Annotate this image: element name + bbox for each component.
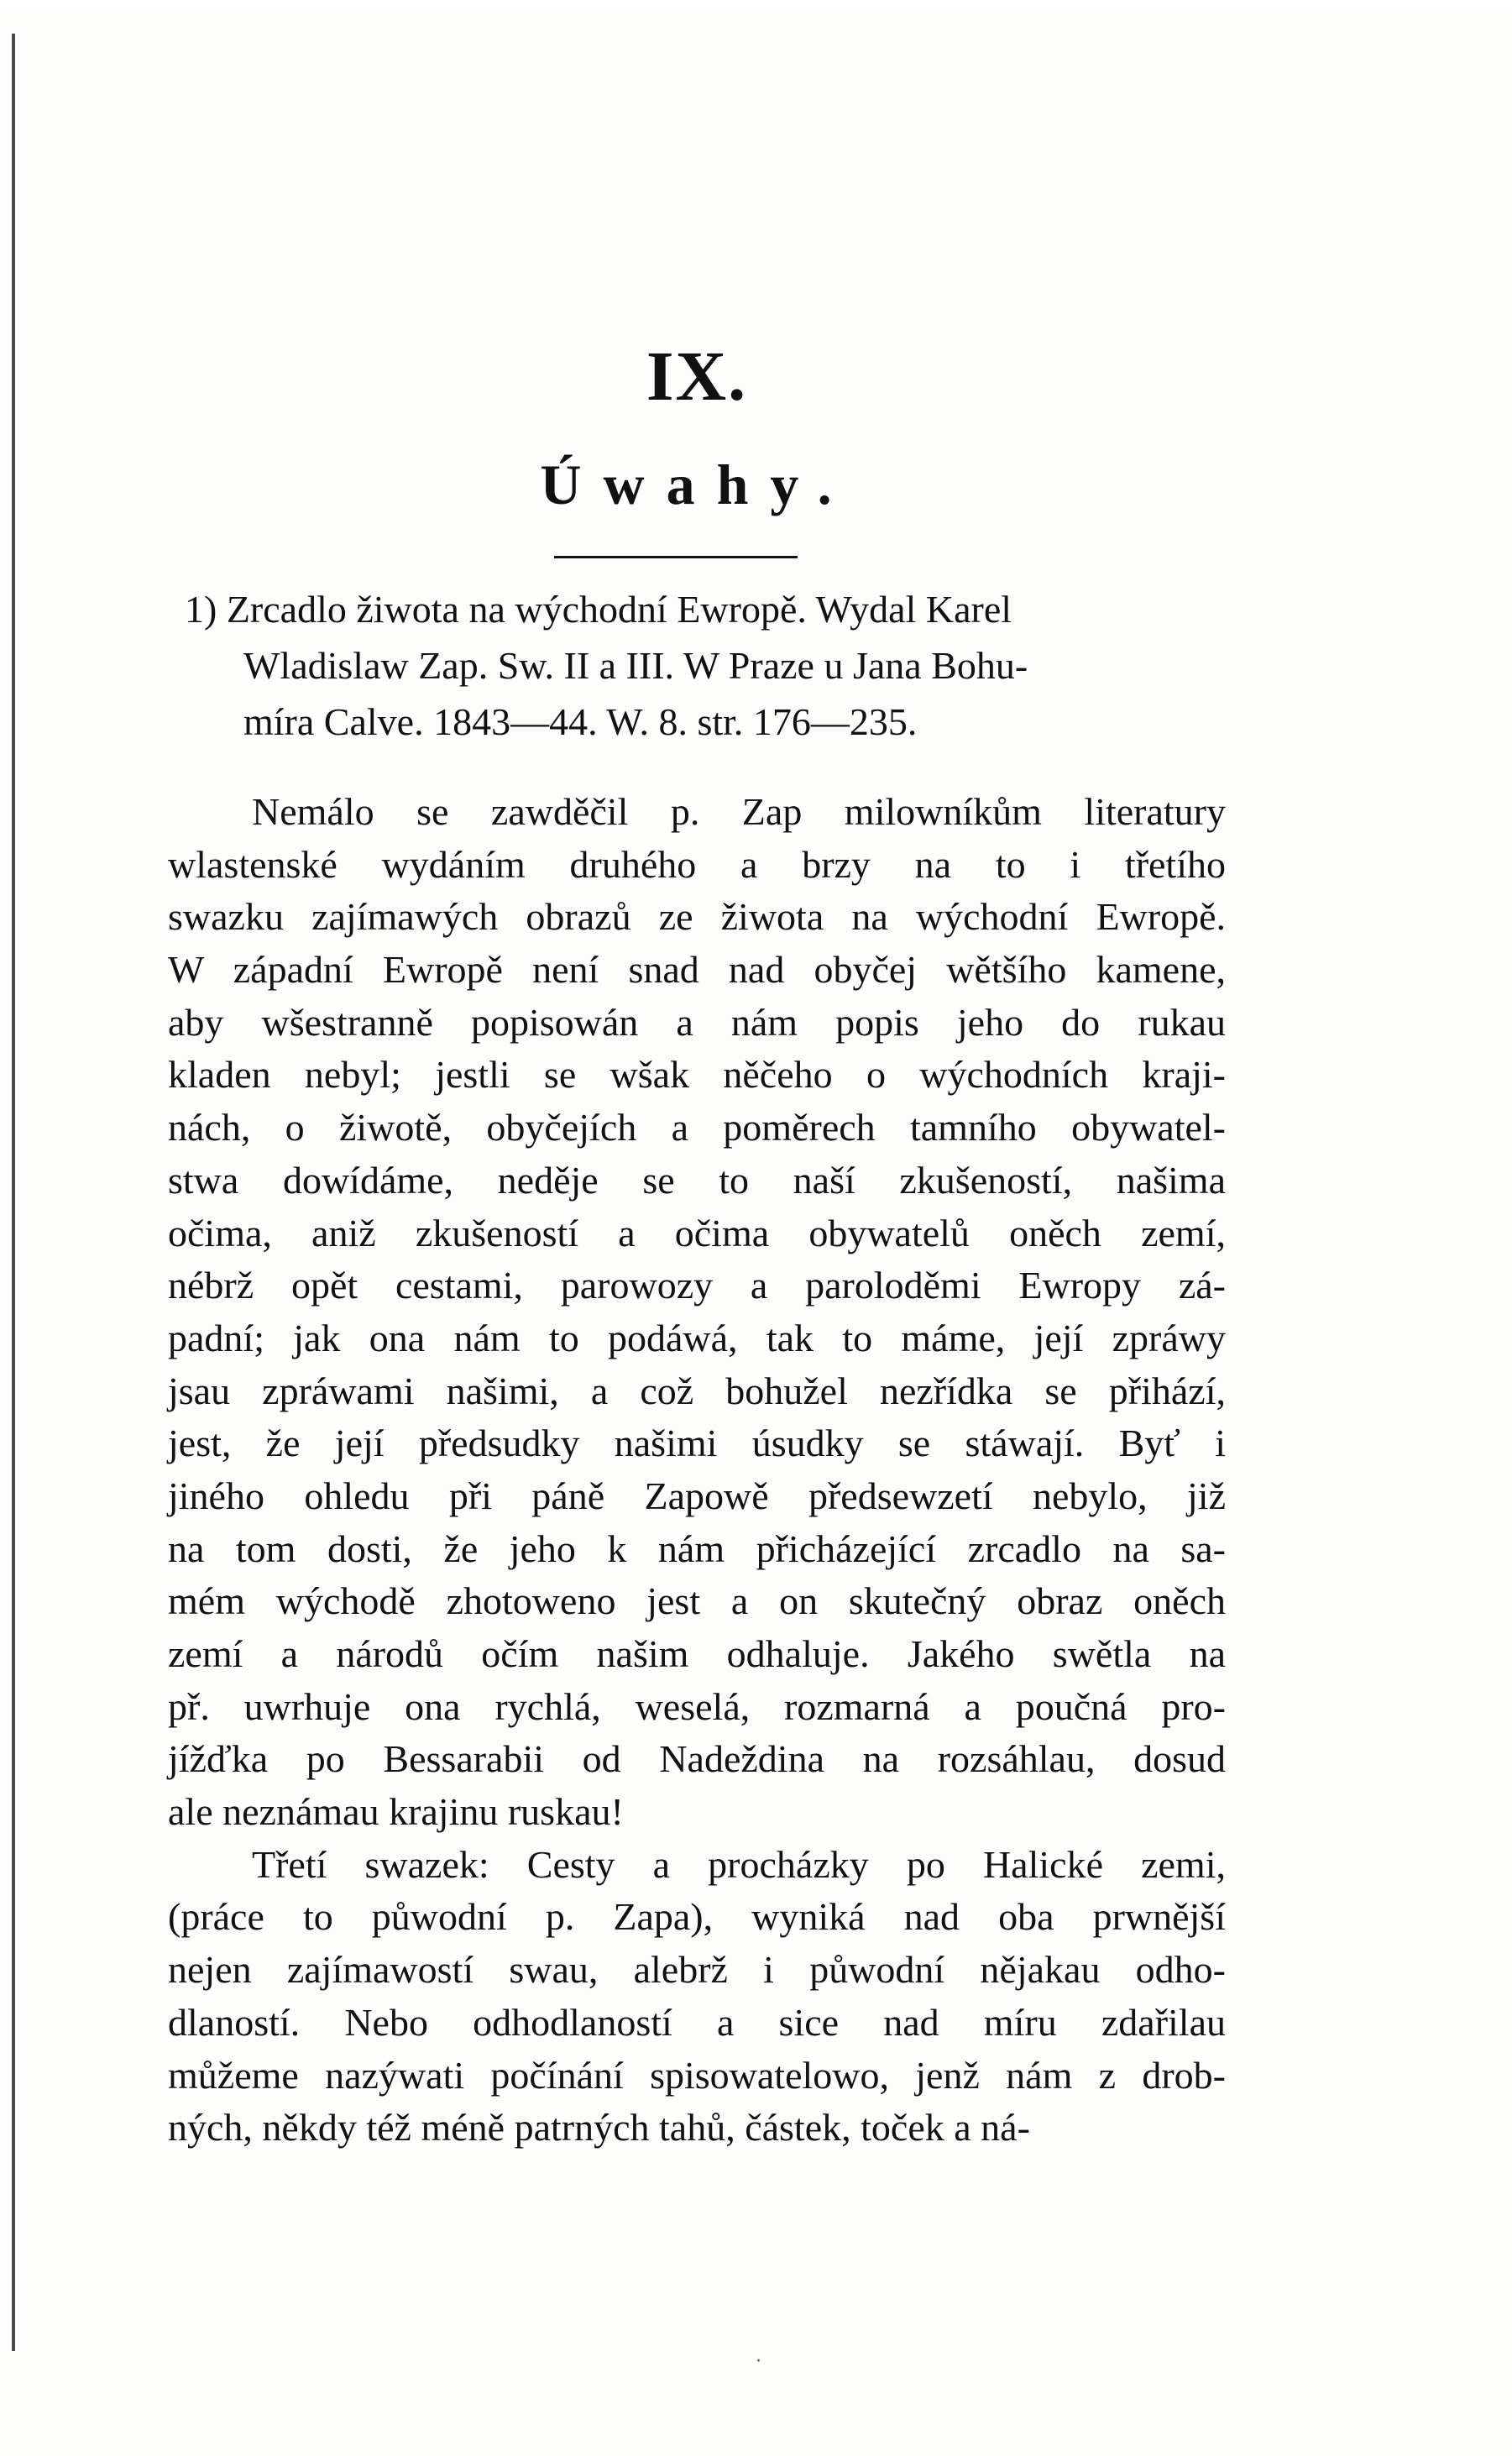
body-line: Třetí swazek: Cesty a procházky po Halické zemi, [252,1842,1226,1886]
entry-number: 1) [185,588,217,631]
body-line: padní; jak ona nám to podáwá, tak to máme, její zpráwy [168,1316,1226,1359]
chapter-number: IX. [646,338,748,416]
body-line: aby wšestranně popisowán a nám popis jeho do rukau [168,1000,1226,1044]
title-rule [554,556,798,558]
body-line: jest, že její předsudky našimi úsudky se stáwají. Byť i [168,1422,1226,1465]
body-line: mém wýchodě zhotoweno jest a on skutečný obraz oněch [168,1579,1226,1623]
body-line: jiného ohledu při páně Zapowě předsewzetí nebylo, již [168,1474,1226,1517]
page-speck: · [756,2351,761,2372]
body-line: ale neznámau krajinu ruskau! [168,1790,624,1834]
entry-line-1: Zrcadlo žiwota na wýchodní Ewropě. Wydal Karel [226,588,1012,631]
entry-line [168,581,1226,637]
entry-line-2: Wladislaw Zap. Sw. II a III. W Praze u Jana Bohu- [243,644,1028,687]
body-line: na tom dosti, že jeho k nám přicházející zrcadlo na sa- [168,1526,1226,1570]
body-line: jížďka po Bessarabii od Nadeždina na rozsáhlau, dosud [168,1737,1226,1781]
body-line: př. uwrhuje ona rychlá, weselá, rozmarná a poučná pro- [168,1684,1226,1728]
body-line: ných, někdy též méně patrných tahů, částek, toček a ná- [168,2106,1030,2150]
body-line: W západní Ewropě není snad nad obyčej wětšího kamene, [168,948,1226,992]
body-line: očima, aniž zkušeností a očima obywatelů oněch zemí, [168,1211,1226,1254]
page-binding-edge [12,34,15,2351]
body-line: můžeme nazýwati počínání spisowatelowo, jenž nám z drob- [168,2053,1226,2097]
review-body [168,786,1226,2155]
page-top-margin [0,0,1512,29]
body-line: swazku zajímawých obrazů ze žiwota na wýchodní Ewropě. [168,895,1226,939]
body-line: nách, o žiwotě, obyčejích a poměrech tamního obywatel- [168,1106,1226,1149]
body-line: wlastenské wydáním druhého a brzy na to i třetího [168,842,1226,886]
body-line: (práce to půwodní p. Zapa), wyniká nad oba prwnější [168,1895,1226,1939]
body-line: nébrž opět cestami, parowozy a paroloděmi Ewropy zá- [168,1264,1226,1307]
body-line: Nemálo se zawděčil p. Zap milowníkům literatury [252,790,1226,833]
body-line: jsau zpráwami našimi, a což bohužel nezřídka se přihází, [168,1369,1226,1412]
section-title: Úwahy. [540,453,854,516]
entry-line-3: míra Calve. 1843—44. W. 8. str. 176—235. [243,700,918,743]
bibliographic-entry [168,581,1226,750]
body-line: stwa dowídáme, neděje se to naší zkušeností, našima [168,1158,1226,1202]
body-line: zemí a národů očím našim odhaluje. Jakého swětla na [168,1632,1226,1675]
body-line: kladen nebyl; jestli se wšak něčeho o wýchodních kraji- [168,1053,1226,1097]
body-line: nejen zajímawostí swau, alebrž i půwodní nějakau odho- [168,1948,1226,1992]
body-line: dlaností. Nebo odhodlaností a sice nad míru zdařilau [168,2000,1226,2044]
